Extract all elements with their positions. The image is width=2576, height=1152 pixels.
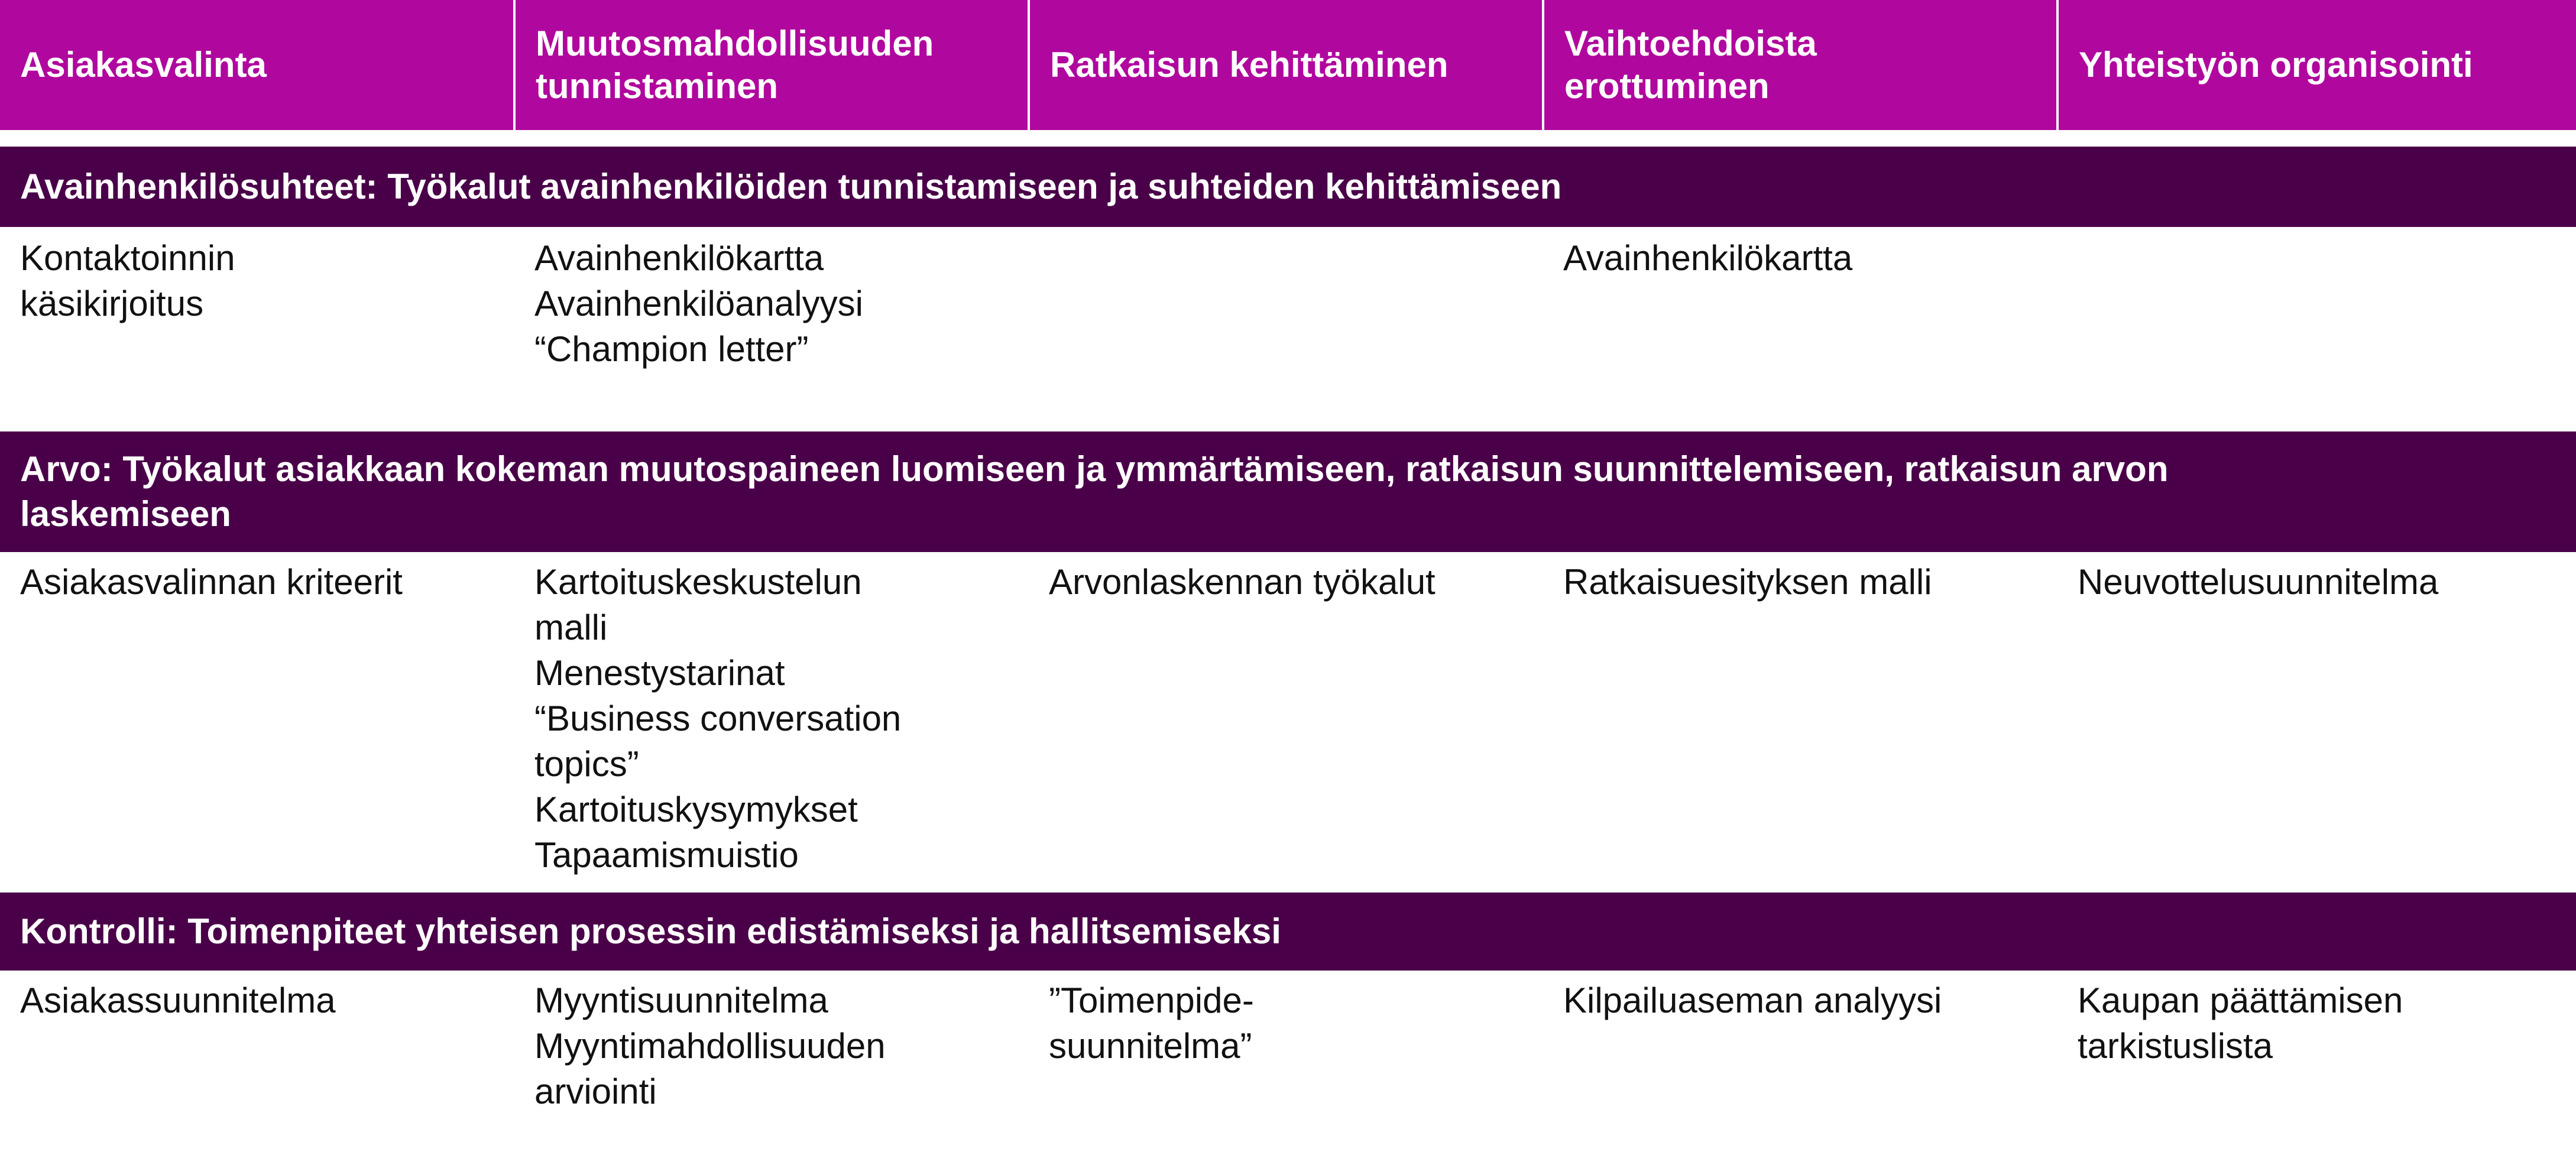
table-header bbox=[0, 0, 2576, 130]
header-line: Ratkaisun kehittäminen bbox=[1050, 45, 1449, 85]
header-line: erottuminen bbox=[1564, 66, 1770, 106]
section-band-arvo bbox=[0, 431, 2576, 552]
cell-line: käsikirjoitus bbox=[20, 284, 204, 323]
cell-line: topics” bbox=[534, 744, 639, 784]
header-line: Muutosmahdollisuuden bbox=[536, 24, 934, 63]
table-cell bbox=[514, 235, 1029, 372]
table-row bbox=[0, 559, 2576, 878]
header-line: Asiakasvalinta bbox=[20, 45, 267, 85]
cell-line: Myyntisuunnitelma bbox=[534, 981, 828, 1020]
table-cell bbox=[514, 559, 1029, 878]
section-title-line: laskemiseen bbox=[20, 494, 231, 534]
table-cell bbox=[1543, 235, 2057, 372]
cell-line: Ratkaisuesityksen malli bbox=[1563, 562, 1932, 602]
table-cell bbox=[1029, 978, 1543, 1114]
header-cell-ratkaisun-kehittaminen bbox=[1030, 0, 1542, 130]
header-line: tunnistaminen bbox=[536, 66, 779, 106]
cell-line: arviointi bbox=[534, 1072, 657, 1111]
table-cell bbox=[0, 978, 514, 1114]
table-cell bbox=[1029, 235, 1543, 372]
header-cell-vaihtoehdoista-erottuminen bbox=[1544, 0, 2056, 130]
cell-line: ”Toimenpide- bbox=[1049, 981, 1254, 1020]
cell-line: suunnitelma” bbox=[1049, 1026, 1252, 1066]
table-cell bbox=[1029, 559, 1543, 878]
cell-line: Kartoituskeskustelun bbox=[534, 562, 862, 602]
cell-line: Kaupan päättämisen bbox=[2078, 981, 2403, 1020]
cell-line: “Champion letter” bbox=[534, 329, 809, 369]
header-line: Vaihtoehdoista bbox=[1564, 24, 1817, 63]
cell-line: Asiakassuunnitelma bbox=[20, 981, 336, 1020]
table-cell bbox=[0, 559, 514, 878]
cell-line: Menestystarinat bbox=[534, 653, 785, 693]
section-title-line: Avainhenkilösuhteet: Työkalut avainhenkilöiden tunnistamiseen ja suhteiden kehittämiseen bbox=[20, 167, 1562, 206]
header-cell-yhteistyon-organisointi bbox=[2059, 0, 2576, 130]
cell-line: Myyntimahdollisuuden bbox=[534, 1026, 886, 1066]
table-row bbox=[0, 978, 2576, 1114]
table-cell bbox=[1543, 978, 2057, 1114]
cell-line: Arvonlaskennan työkalut bbox=[1049, 562, 1436, 602]
cell-line: Kontaktoinnin bbox=[20, 238, 235, 278]
section-title-line: Arvo: Työkalut asiakkaan kokeman muutospaineen luomiseen ja ymmärtämiseen, ratkaisun suunnittelemiseen, ratkaisun arvon bbox=[20, 449, 2169, 489]
cell-line: Kilpailuaseman analyysi bbox=[1563, 981, 1942, 1020]
cell-line: Avainhenkilökartta bbox=[534, 238, 824, 278]
table-cell bbox=[2057, 235, 2576, 372]
cell-line: malli bbox=[534, 608, 608, 647]
header-line: Yhteistyön organisointi bbox=[2079, 45, 2473, 85]
header-cell-muutosmahdollisuuden-tunnistaminen bbox=[516, 0, 1028, 130]
cell-line: Asiakasvalinnan kriteerit bbox=[20, 562, 403, 602]
table-cell bbox=[1543, 559, 2057, 878]
cell-line: Avainhenkilöanalyysi bbox=[534, 284, 863, 323]
cell-line: Avainhenkilökartta bbox=[1563, 238, 1853, 278]
table-row bbox=[0, 235, 2576, 372]
cell-line: Neuvottelusuunnitelma bbox=[2078, 562, 2439, 602]
cell-line: Tapaamismuistio bbox=[534, 835, 799, 875]
cell-line: tarkistuslista bbox=[2078, 1026, 2273, 1066]
table-cell bbox=[514, 978, 1029, 1114]
section-band-kontrolli bbox=[0, 893, 2576, 971]
table-cell bbox=[2057, 559, 2576, 878]
table-cell bbox=[0, 235, 514, 372]
section-band-avainhenkilosuhteet bbox=[0, 147, 2576, 227]
cell-line: Kartoituskysymykset bbox=[534, 790, 858, 829]
table-cell bbox=[2057, 978, 2576, 1114]
header-cell-asiakasvalinta bbox=[0, 0, 513, 130]
cell-line: “Business conversation bbox=[534, 699, 902, 738]
section-title-line: Kontrolli: Toimenpiteet yhteisen prosessin edistämiseksi ja hallitsemiseksi bbox=[20, 911, 1281, 951]
